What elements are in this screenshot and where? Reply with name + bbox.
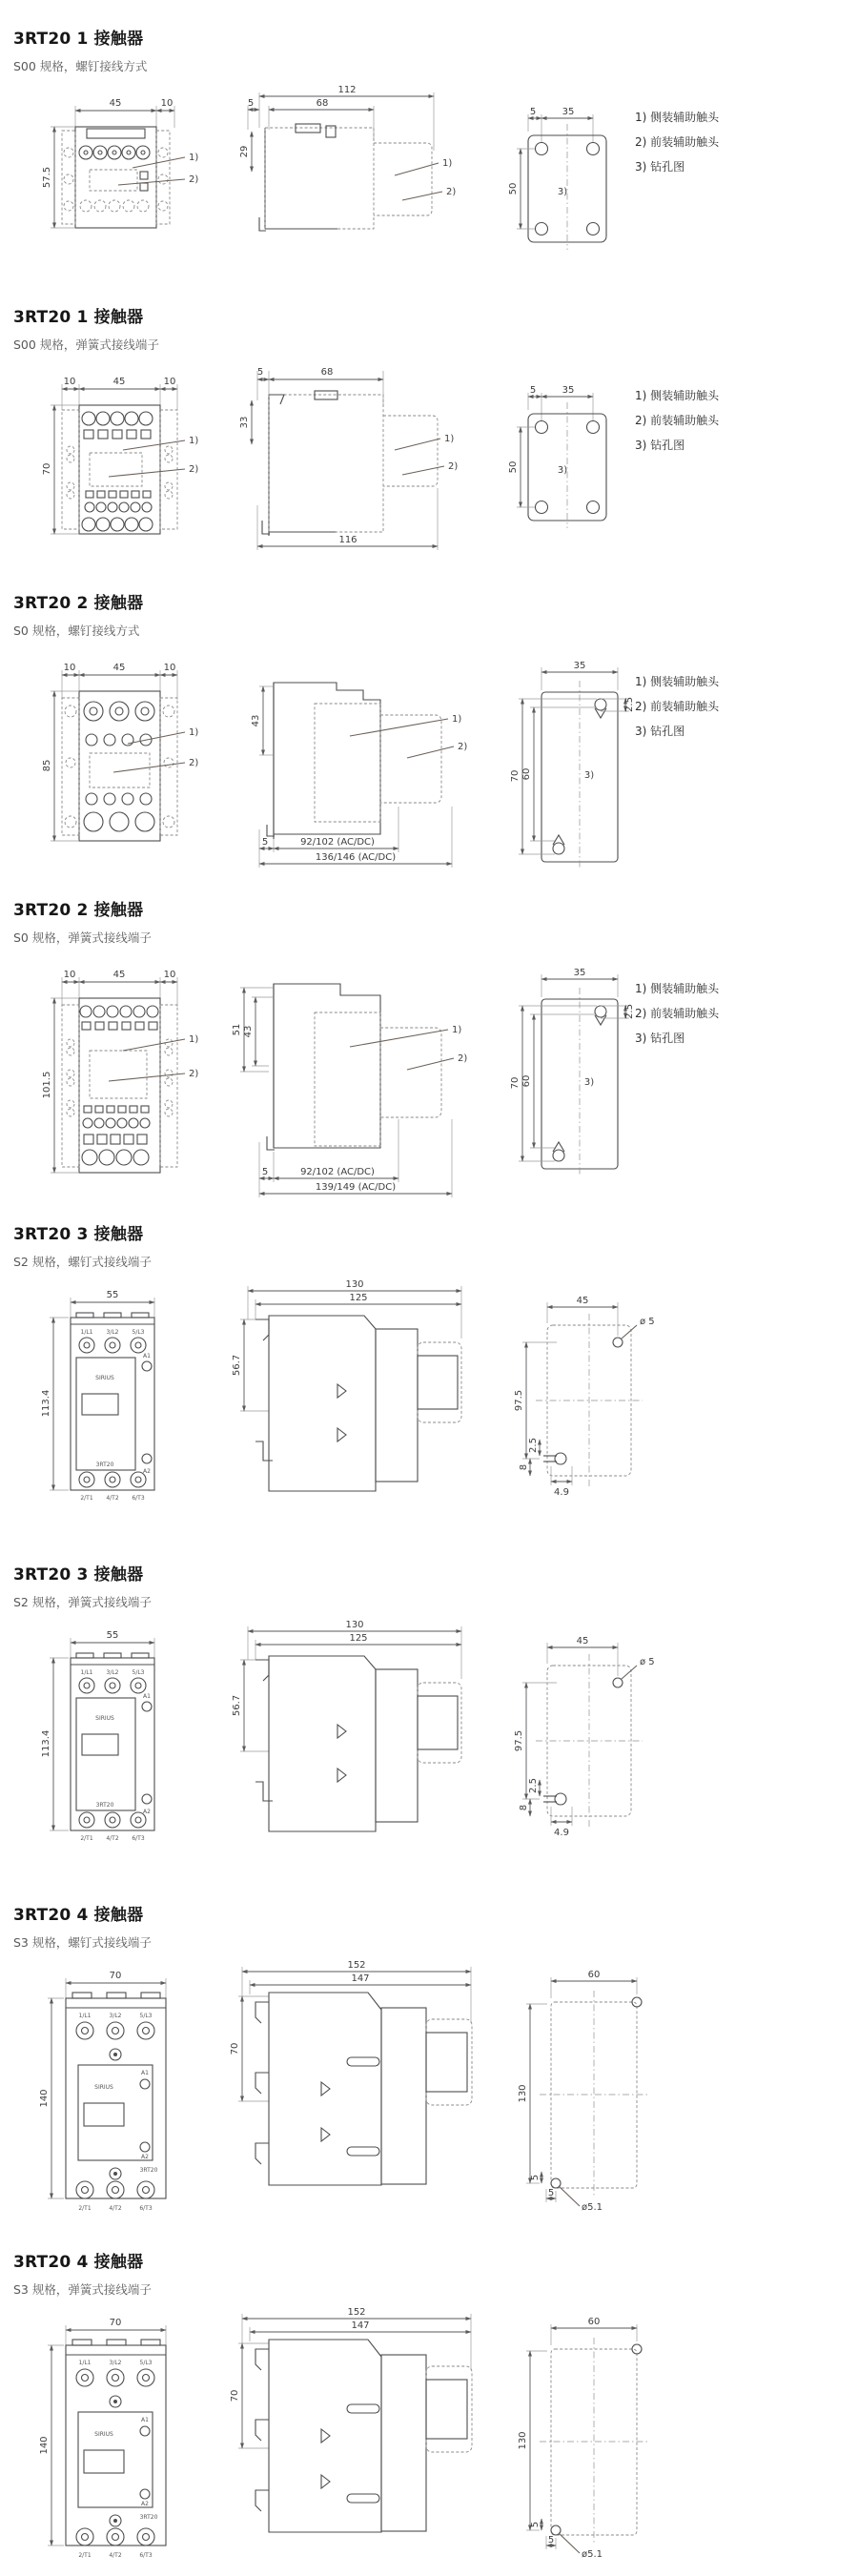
dim-label: 5 — [529, 107, 537, 117]
dim-label: 85 — [42, 759, 52, 772]
drill-label: 3) — [557, 465, 568, 476]
dim-label: 56.7 — [232, 1354, 242, 1377]
dim-label: 152 — [347, 2307, 366, 2318]
terminal-label: 6/T3 — [132, 1495, 145, 1502]
dim-label: 45 — [576, 1636, 589, 1646]
drill-pattern-drawing — [501, 2311, 673, 2566]
front-view-drawing — [42, 1620, 194, 1853]
dim-label: 70 — [230, 2389, 240, 2402]
brand-label: SIRIUS — [95, 1375, 114, 1381]
dim-label: 70 — [510, 1076, 521, 1090]
model-label: 3RT20 — [139, 2514, 158, 2521]
dim-label: 10 — [63, 377, 76, 387]
dim-label: 125 — [349, 1633, 368, 1644]
side-view-drawing — [231, 84, 469, 251]
terminal-label: 6/T3 — [139, 2552, 153, 2559]
dim-label: 55 — [106, 1290, 119, 1300]
dim-label: 5 — [547, 2188, 555, 2198]
drill-pattern-drawing — [501, 1283, 668, 1517]
terminal-label: A2 — [141, 2154, 149, 2160]
terminal-label: 3/L2 — [109, 2013, 122, 2019]
dim-label: 43 — [251, 714, 261, 727]
drill-label: 3) — [583, 1077, 595, 1088]
dim-label: 5 — [547, 2535, 555, 2545]
hole-diameter-label: ø5.1 — [582, 2202, 603, 2213]
drill-label: 3) — [557, 187, 568, 197]
side-view-drawing — [231, 648, 474, 875]
note-line: 2) 前装辅助触头 — [635, 414, 720, 427]
terminal-label: 2/T1 — [78, 2205, 92, 2212]
dim-label: 5 — [530, 2174, 541, 2181]
dim-label: 5 — [261, 1167, 269, 1177]
section-title: 3RT20 1 接触器 — [13, 308, 144, 327]
dim-label: 2.5 — [624, 697, 635, 712]
callout-label: 1) — [189, 727, 199, 738]
front-view-drawing — [42, 84, 214, 251]
note-line: 3) 钻孔图 — [635, 1032, 685, 1045]
legend-notes — [635, 673, 719, 747]
terminal-label: 1/L1 — [80, 1669, 93, 1676]
dim-label: 5 — [261, 837, 269, 848]
dim-label: 35 — [562, 107, 575, 117]
terminal-label: 1/L1 — [78, 2360, 92, 2366]
note-line: 3) 钻孔图 — [635, 725, 685, 738]
dim-label: 4.9 — [554, 1828, 569, 1838]
section-3rt202-spring — [13, 881, 858, 1205]
terminal-label: 3/L2 — [109, 2360, 122, 2366]
section-subtitle: S3 规格，弹簧式接线端子 — [13, 2282, 152, 2297]
dim-label: 8 — [519, 1463, 529, 1471]
dim-label: 43 — [243, 1025, 254, 1038]
dim-label: 45 — [109, 98, 122, 109]
dim-label: 70 — [510, 769, 521, 783]
brand-label: SIRIUS — [94, 2084, 113, 2091]
side-view-drawing — [231, 955, 474, 1201]
terminal-label: A1 — [143, 1693, 151, 1700]
note-line: 1) 侧装辅助触头 — [635, 982, 720, 995]
dim-label: 130 — [518, 2084, 528, 2103]
dim-label: 10 — [163, 377, 176, 387]
callout-label: 2) — [448, 461, 459, 472]
section-title: 3RT20 1 接触器 — [13, 30, 144, 49]
drill-pattern-drawing — [501, 1624, 668, 1857]
hole-diameter-label: ø 5 — [640, 1657, 655, 1667]
dim-label: 92/102 (AC/DC) — [300, 1167, 375, 1177]
callout-label: 2) — [189, 1069, 199, 1079]
callout-label: 1) — [452, 1025, 462, 1035]
model-label: 3RT20 — [95, 1462, 114, 1468]
dim-label: 113.4 — [41, 1389, 51, 1418]
terminal-label: 2/T1 — [80, 1835, 93, 1842]
terminal-label: 2/T1 — [78, 2552, 92, 2559]
dim-label: 70 — [230, 2042, 240, 2055]
dim-label: 130 — [345, 1620, 364, 1630]
brand-label: SIRIUS — [95, 1715, 114, 1722]
terminal-label: A1 — [141, 2417, 149, 2423]
terminal-label: 1/L1 — [78, 2013, 92, 2019]
section-3rt201-screw — [13, 10, 858, 288]
dim-label: 10 — [63, 663, 76, 673]
section-title: 3RT20 2 接触器 — [13, 901, 144, 920]
drill-pattern-drawing — [501, 652, 644, 879]
legend-notes — [635, 109, 719, 183]
section-3rt203-screw — [13, 1205, 858, 1545]
dim-label: 5 — [256, 367, 264, 378]
dim-label: 50 — [508, 182, 519, 195]
dim-label: 60 — [521, 1074, 532, 1088]
model-label: 3RT20 — [95, 1802, 114, 1809]
front-view-drawing — [42, 362, 214, 558]
dim-label: 8 — [519, 1804, 529, 1811]
dim-label: 50 — [508, 460, 519, 474]
front-view-drawing — [42, 1279, 194, 1513]
drill-pattern-drawing — [501, 1964, 673, 2219]
note-line: 1) 侧装辅助触头 — [635, 389, 720, 402]
dim-label: 33 — [239, 416, 250, 429]
dim-label: 70 — [109, 2318, 122, 2328]
front-view-drawing — [39, 2307, 204, 2563]
dim-label: 5 — [530, 2521, 541, 2528]
dim-label: 45 — [112, 970, 126, 980]
dim-label: 70 — [109, 1971, 122, 1981]
dim-label: 70 — [42, 462, 52, 476]
terminal-label: 5/L3 — [132, 1669, 145, 1676]
section-3rt202-screw — [13, 574, 858, 881]
dim-label: 10 — [63, 970, 76, 980]
side-view-drawing — [231, 1279, 477, 1513]
terminal-label: A1 — [141, 2070, 149, 2076]
side-view-drawing — [231, 1620, 477, 1853]
section-title: 3RT20 4 接触器 — [13, 1906, 144, 1925]
callout-label: 2) — [446, 187, 457, 197]
section-3rt203-spring — [13, 1545, 858, 1886]
dim-label: 130 — [518, 2431, 528, 2450]
dim-label: 68 — [320, 367, 334, 378]
terminal-label: A1 — [143, 1353, 151, 1360]
section-title: 3RT20 3 接触器 — [13, 1565, 144, 1584]
dim-label: 92/102 (AC/DC) — [300, 837, 375, 848]
legend-notes — [635, 387, 719, 461]
section-title: 3RT20 2 接触器 — [13, 594, 144, 613]
terminal-label: 5/L3 — [139, 2360, 153, 2366]
dim-label: 45 — [112, 377, 126, 387]
drill-pattern-drawing — [501, 88, 630, 255]
dim-label: 2.5 — [528, 1438, 539, 1453]
terminal-label: A2 — [143, 1809, 151, 1815]
dim-label: 35 — [573, 968, 586, 978]
callout-label: 1) — [189, 1034, 199, 1045]
note-line: 3) 钻孔图 — [635, 439, 685, 452]
section-subtitle: S0 规格，螺钉接线方式 — [13, 624, 140, 638]
legend-notes — [635, 980, 719, 1054]
dim-label: 51 — [232, 1023, 242, 1036]
section-subtitle: S00 规格，螺钉接线方式 — [13, 59, 148, 73]
dim-label: 113.4 — [41, 1729, 51, 1758]
dim-label: 55 — [106, 1630, 119, 1641]
terminal-label: 5/L3 — [139, 2013, 153, 2019]
callout-label: 2) — [189, 758, 199, 768]
callout-label: 2) — [189, 464, 199, 475]
section-subtitle: S2 规格，弹簧式接线端子 — [13, 1595, 152, 1609]
terminal-label: 4/T2 — [106, 1835, 119, 1842]
dim-label: 10 — [163, 970, 176, 980]
dim-label: 147 — [351, 2320, 370, 2331]
section-3rt201-spring — [13, 288, 858, 574]
terminal-label: 4/T2 — [106, 1495, 119, 1502]
section-subtitle: S2 规格，螺钉式接线端子 — [13, 1255, 152, 1269]
callout-label: 2) — [458, 1053, 468, 1064]
section-subtitle: S3 规格，螺钉式接线端子 — [13, 1935, 152, 1950]
side-view-drawing — [231, 2307, 486, 2563]
terminal-label: 4/T2 — [109, 2205, 122, 2212]
dim-label: 29 — [239, 145, 250, 158]
callout-label: 1) — [452, 714, 462, 725]
terminal-label: 6/T3 — [132, 1835, 145, 1842]
note-line: 2) 前装辅助触头 — [635, 700, 720, 713]
dim-label: 139/149 (AC/DC) — [315, 1182, 397, 1193]
dim-label: 56.7 — [232, 1694, 242, 1717]
callout-label: 2) — [189, 174, 199, 185]
dim-label: 101.5 — [42, 1071, 52, 1099]
dim-label: 45 — [112, 663, 126, 673]
dim-label: 130 — [345, 1279, 364, 1290]
brand-label: SIRIUS — [94, 2431, 113, 2438]
terminal-label: A2 — [141, 2501, 149, 2507]
terminal-label: 3/L2 — [106, 1669, 119, 1676]
front-view-drawing — [42, 955, 214, 1198]
side-view-drawing — [231, 1960, 486, 2216]
dim-label: 57.5 — [42, 166, 52, 189]
dim-label: 10 — [160, 98, 174, 109]
dim-label: 10 — [163, 663, 176, 673]
dim-label: 97.5 — [514, 1729, 524, 1752]
section-3rt204-spring — [13, 2233, 858, 2576]
front-view-drawing — [39, 1960, 204, 2216]
drill-pattern-drawing — [501, 366, 630, 533]
callout-label: 1) — [189, 153, 199, 163]
dim-label: 112 — [337, 85, 357, 95]
section-title: 3RT20 4 接触器 — [13, 2253, 144, 2272]
terminal-label: 1/L1 — [80, 1329, 93, 1336]
dim-label: 2.5 — [528, 1778, 539, 1793]
dim-label: 136/146 (AC/DC) — [315, 852, 397, 863]
dim-label: 152 — [347, 1960, 366, 1971]
dim-label: 68 — [316, 98, 329, 109]
note-line: 1) 侧装辅助触头 — [635, 111, 720, 124]
note-line: 2) 前装辅助触头 — [635, 135, 720, 149]
terminal-label: 3/L2 — [106, 1329, 119, 1336]
dim-label: 35 — [562, 385, 575, 396]
dim-label: 147 — [351, 1973, 370, 1984]
note-line: 3) 钻孔图 — [635, 160, 685, 174]
dim-label: 4.9 — [554, 1487, 569, 1498]
section-3rt204-screw — [13, 1886, 858, 2233]
hole-diameter-label: ø5.1 — [582, 2549, 603, 2560]
callout-label: 1) — [444, 434, 455, 444]
callout-label: 1) — [442, 158, 453, 169]
terminal-label: 6/T3 — [139, 2205, 153, 2212]
dim-label: 60 — [587, 2317, 601, 2327]
dim-label: 140 — [39, 2436, 50, 2455]
model-label: 3RT20 — [139, 2167, 158, 2174]
drill-label: 3) — [583, 770, 595, 781]
side-view-drawing — [231, 362, 469, 558]
callout-label: 1) — [189, 436, 199, 446]
dim-label: 5 — [529, 385, 537, 396]
front-view-drawing — [42, 648, 214, 869]
section-title: 3RT20 3 接触器 — [13, 1225, 144, 1244]
drill-pattern-drawing — [501, 959, 644, 1186]
terminal-label: A2 — [143, 1468, 151, 1475]
dim-label: 60 — [521, 767, 532, 781]
dim-label: 35 — [573, 661, 586, 671]
note-line: 2) 前装辅助触头 — [635, 1007, 720, 1020]
terminal-label: 2/T1 — [80, 1495, 93, 1502]
note-line: 1) 侧装辅助触头 — [635, 675, 720, 688]
dim-label: 2.5 — [624, 1004, 635, 1019]
terminal-label: 5/L3 — [132, 1329, 145, 1336]
terminal-label: 4/T2 — [109, 2552, 122, 2559]
dim-label: 140 — [39, 2089, 50, 2108]
dim-label: 97.5 — [514, 1389, 524, 1412]
section-subtitle: S00 规格，弹簧式接线端子 — [13, 337, 159, 352]
section-subtitle: S0 规格，弹簧式接线端子 — [13, 930, 152, 945]
dim-label: 5 — [247, 98, 255, 109]
dim-label: 125 — [349, 1293, 368, 1303]
dim-label: 60 — [587, 1970, 601, 1980]
dim-label: 116 — [338, 535, 358, 545]
dim-label: 45 — [576, 1296, 589, 1306]
hole-diameter-label: ø 5 — [640, 1317, 655, 1327]
callout-label: 2) — [458, 742, 468, 752]
